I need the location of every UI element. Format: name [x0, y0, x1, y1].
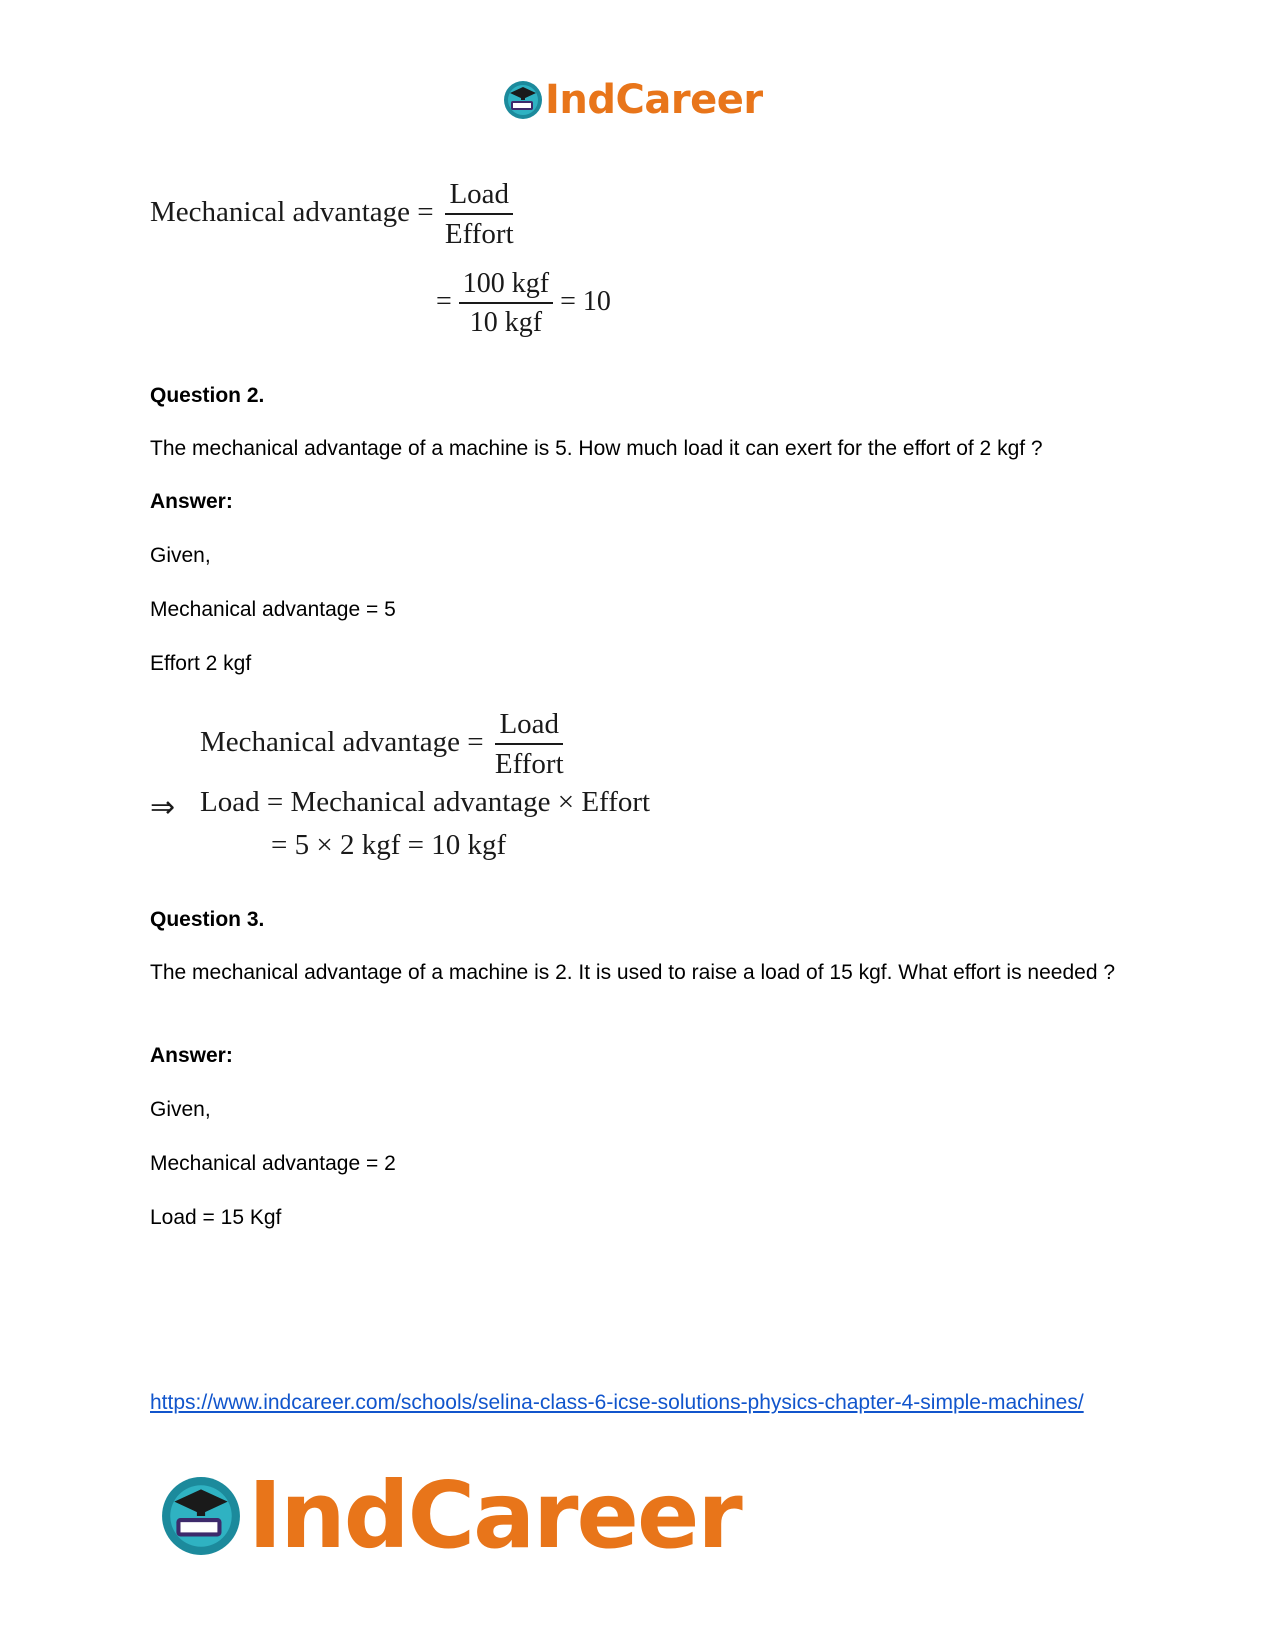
formula-1-fraction — [441, 178, 518, 251]
formula-1-fraction-2 — [459, 268, 553, 339]
fraction-denominator: Effort — [444, 218, 514, 250]
fraction-numerator: 100 kgf — [459, 268, 553, 304]
question-3-line-2: Load = 15 Kgf — [150, 1206, 282, 1229]
formula-1-lhs: Mechanical advantage = — [150, 196, 434, 229]
formula-2-line-2: Load = Mechanical advantage × Effort — [200, 786, 651, 818]
question-3-line-1: Mechanical advantage = 2 — [150, 1152, 396, 1175]
question-2-heading: Question 2. — [150, 384, 265, 407]
logo-text: IndCareer — [248, 1462, 741, 1569]
formula-1-line-2 — [436, 268, 611, 339]
fraction-denominator: 10 kgf — [469, 307, 543, 338]
formula-2-implies: ⇒ — [150, 791, 176, 824]
graduation-book-icon — [503, 80, 543, 120]
source-url-link[interactable]: https://www.indcareer.com/schools/selina-class-6-icse-solutions-physics-chapter-4-simple-machines/ — [150, 1391, 1084, 1414]
fraction-denominator: Effort — [494, 748, 564, 780]
question-2-answer-label: Answer: — [150, 490, 233, 513]
formula-2-fraction — [491, 708, 568, 781]
footer-logo — [160, 1462, 741, 1569]
fraction-numerator: Load — [495, 708, 563, 745]
formula-2-lhs: Mechanical advantage = — [200, 726, 484, 759]
formula-1-line-1 — [150, 178, 518, 251]
question-2-text: The mechanical advantage of a machine is 5. How much load it can exert for the effort of 2 kgf ? — [150, 437, 1043, 460]
formula-2-line-1 — [200, 708, 568, 781]
question-2-line-2: Effort 2 kgf — [150, 652, 252, 675]
question-3-heading: Question 3. — [150, 908, 265, 931]
question-2-given: Given, — [150, 544, 211, 567]
question-3-text: The mechanical advantage of a machine is 2. It is used to raise a load of 15 kgf. What effort is needed ? — [150, 961, 1116, 984]
formula-2-line-3: = 5 × 2 kgf = 10 kgf — [271, 829, 507, 861]
equals-sign: = — [436, 285, 452, 317]
formula-1-result: = 10 — [560, 285, 611, 317]
header-logo — [503, 77, 763, 123]
question-3-given: Given, — [150, 1098, 211, 1121]
graduation-book-icon — [160, 1475, 242, 1557]
question-2-line-1: Mechanical advantage = 5 — [150, 598, 396, 621]
fraction-numerator: Load — [445, 178, 513, 215]
logo-text: IndCareer — [545, 77, 763, 123]
question-3-answer-label: Answer: — [150, 1044, 233, 1067]
